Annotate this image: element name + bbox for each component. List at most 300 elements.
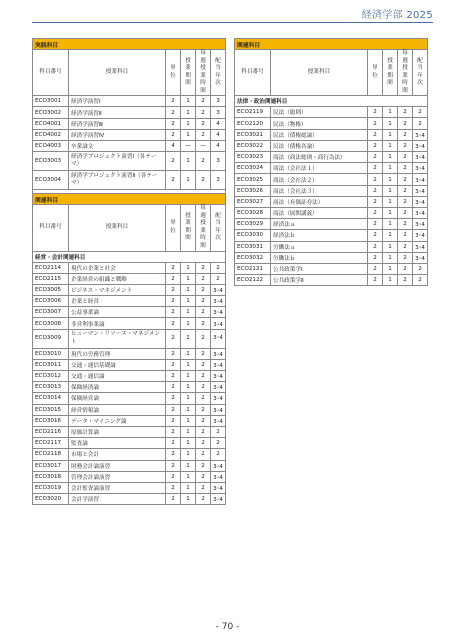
course-hours: 2 (398, 185, 413, 196)
course-code: ECO3019 (33, 482, 69, 493)
column-header-row (33, 205, 226, 251)
course-units: 2 (166, 296, 181, 307)
section-heading: 実践科目 (33, 39, 226, 50)
course-period: 1 (383, 263, 398, 274)
course-code: ECO3017 (33, 460, 69, 471)
course-code: ECO3021 (235, 129, 271, 140)
course-units: 2 (166, 96, 181, 107)
course-year: 3･4 (211, 318, 226, 329)
course-hours: 2 (196, 359, 211, 370)
course-hours: 2 (196, 118, 211, 129)
course-year: 2 (211, 273, 226, 284)
course-period: 1 (181, 107, 196, 118)
section-heading-row (235, 39, 428, 50)
course-name: 商法（会社法３） (271, 185, 368, 196)
course-name: 経営情報論 (69, 404, 166, 415)
header-weekly-hours: 毎週授業時間 (196, 205, 211, 251)
course-name: 商法（会社法１） (271, 163, 368, 174)
course-name: 商法（有価証券法） (271, 196, 368, 207)
header-year: 配当年次 (413, 50, 428, 96)
course-row (235, 174, 428, 185)
course-code: ECO2118 (33, 449, 69, 460)
course-units: 2 (368, 118, 383, 129)
course-period: 1 (383, 219, 398, 230)
course-units: 2 (166, 415, 181, 426)
course-units: 2 (368, 196, 383, 207)
course-year: 3･4 (211, 393, 226, 404)
group-heading: 法律・政治関連科目 (235, 96, 428, 107)
course-period: 1 (383, 107, 398, 118)
course-hours: 2 (398, 196, 413, 207)
header-course-code: 科目番号 (33, 205, 69, 251)
header-course-code: 科目番号 (33, 50, 69, 96)
course-code: ECO3007 (33, 307, 69, 318)
course-row (33, 415, 226, 426)
course-row (33, 482, 226, 493)
course-name: 経済法ｂ (271, 230, 368, 241)
course-row (33, 426, 226, 437)
course-name: 労働法ａ (271, 241, 368, 252)
course-year: 3･4 (211, 371, 226, 382)
course-period: 1 (383, 207, 398, 218)
course-name: 財務会計論演習 (69, 460, 166, 471)
course-code: ECO3022 (235, 140, 271, 151)
course-year: 3 (211, 152, 226, 171)
left-column (32, 38, 225, 505)
course-units: 2 (368, 174, 383, 185)
right-column (234, 38, 426, 286)
course-name: 経済学演習Ⅲ (69, 118, 166, 129)
course-year: 2 (413, 263, 428, 274)
course-name: 経済学プロジェクト演習Ⅰ（各テーマ） (69, 152, 166, 171)
course-units: 2 (166, 460, 181, 471)
course-code: ECO3009 (33, 329, 69, 348)
course-year: 3･4 (413, 163, 428, 174)
course-row (33, 404, 226, 415)
course-year: 3･4 (413, 174, 428, 185)
course-code: ECO3006 (33, 296, 69, 307)
course-row (33, 359, 226, 370)
course-units: 4 (166, 141, 181, 152)
course-hours: 2 (196, 329, 211, 348)
course-year: 4 (211, 118, 226, 129)
course-year: 3･4 (211, 284, 226, 295)
course-year: 3･4 (211, 494, 226, 505)
header-units: 単位 (166, 50, 181, 96)
course-name: 経済法ａ (271, 219, 368, 230)
course-hours: 2 (196, 482, 211, 493)
course-hours: 2 (196, 307, 211, 318)
course-year: 3･4 (211, 471, 226, 482)
course-name: データ・マイニング論 (69, 415, 166, 426)
course-period: 1 (181, 348, 196, 359)
course-units: 2 (368, 185, 383, 196)
course-row (33, 273, 226, 284)
course-code: ECO2116 (33, 426, 69, 437)
header-period: 授業期間 (383, 50, 398, 96)
course-period: 1 (181, 284, 196, 295)
course-units: 2 (166, 382, 181, 393)
course-row (33, 348, 226, 359)
course-name: 非営利事業論 (69, 318, 166, 329)
course-code: ECO3013 (33, 382, 69, 393)
course-hours: 2 (398, 230, 413, 241)
course-hours: 2 (196, 296, 211, 307)
course-period: 1 (181, 449, 196, 460)
course-name: ヒューマン・リソース・マネジメント (69, 329, 166, 348)
course-code: ECO3001 (33, 96, 69, 107)
course-name: 会計監査論演習 (69, 482, 166, 493)
course-row (235, 207, 428, 218)
course-period: 1 (181, 129, 196, 140)
course-code: ECO3011 (33, 359, 69, 370)
course-code: ECO3020 (33, 494, 69, 505)
course-period: 1 (383, 185, 398, 196)
course-units: 2 (166, 129, 181, 140)
course-units: 2 (368, 207, 383, 218)
course-row (235, 196, 428, 207)
course-period: 1 (181, 152, 196, 171)
course-year: 3･4 (413, 152, 428, 163)
course-name: 管理会計論演習 (69, 471, 166, 482)
course-units: 2 (368, 140, 383, 151)
course-code: ECO3024 (235, 163, 271, 174)
course-year: 3･4 (413, 196, 428, 207)
course-units: 2 (166, 284, 181, 295)
course-code: ECO2119 (235, 107, 271, 118)
course-hours: 2 (196, 107, 211, 118)
course-period: 1 (181, 415, 196, 426)
course-hours: 2 (196, 348, 211, 359)
course-period: ― (181, 141, 196, 152)
course-units: 2 (166, 107, 181, 118)
course-period: 1 (181, 96, 196, 107)
course-year: 4 (211, 141, 226, 152)
course-code: ECO3029 (235, 219, 271, 230)
page-number: - 70 - (215, 622, 240, 632)
course-units: 2 (166, 371, 181, 382)
course-code: ECO3028 (235, 207, 271, 218)
course-year: 3･4 (211, 359, 226, 370)
course-code: ECO2114 (33, 262, 69, 273)
page-header-title: 経済学部 2025 (361, 10, 433, 21)
course-row (33, 262, 226, 273)
course-name: 経済学演習Ⅱ (69, 107, 166, 118)
section-heading-row (33, 39, 226, 50)
course-period: 1 (181, 393, 196, 404)
course-units: 2 (368, 129, 383, 140)
course-period: 1 (181, 318, 196, 329)
course-name: 民法（総則） (271, 107, 368, 118)
course-name: 企業経営の組織と戦略 (69, 273, 166, 284)
course-code: ECO3005 (33, 284, 69, 295)
course-year: 3･4 (211, 460, 226, 471)
course-units: 2 (368, 230, 383, 241)
course-hours: 2 (196, 96, 211, 107)
course-row (33, 284, 226, 295)
course-name: 保険経営論 (69, 393, 166, 404)
course-code: ECO2122 (235, 275, 271, 286)
course-code: ECO3027 (235, 196, 271, 207)
course-row (33, 449, 226, 460)
course-code: ECO2120 (235, 118, 271, 129)
course-name: 交通・通信論 (69, 371, 166, 382)
course-code: ECO3010 (33, 348, 69, 359)
header-period: 授業期間 (181, 50, 196, 96)
course-name: 原価計算論 (69, 426, 166, 437)
course-code: ECO3026 (235, 185, 271, 196)
course-units: 2 (166, 152, 181, 171)
course-row (235, 252, 428, 263)
course-name: 公益事業論 (69, 307, 166, 318)
header-course-code: 科目番号 (235, 50, 271, 96)
course-year: 3 (211, 107, 226, 118)
course-year: 3･4 (413, 241, 428, 252)
course-units: 2 (368, 163, 383, 174)
header-course-name: 授業科目 (69, 50, 166, 96)
course-year: 2 (413, 107, 428, 118)
course-hours: 2 (398, 118, 413, 129)
course-name: 企業と経営 (69, 296, 166, 307)
course-hours: 2 (196, 171, 211, 190)
course-year: 3･4 (413, 230, 428, 241)
course-hours: 2 (398, 174, 413, 185)
section-heading: 関連科目 (33, 194, 226, 205)
course-period: 1 (181, 438, 196, 449)
header-units: 単位 (166, 205, 181, 251)
course-units: 2 (166, 438, 181, 449)
course-period: 1 (181, 262, 196, 273)
course-code: ECO3016 (33, 415, 69, 426)
course-row (235, 219, 428, 230)
course-period: 1 (181, 118, 196, 129)
course-hours: 2 (196, 494, 211, 505)
course-row (33, 107, 226, 118)
course-year: 3･4 (211, 404, 226, 415)
course-row (33, 318, 226, 329)
course-code: ECO4002 (33, 129, 69, 140)
course-period: 1 (181, 471, 196, 482)
course-year: 3･4 (413, 185, 428, 196)
course-code: ECO3012 (33, 371, 69, 382)
column-header-row (235, 50, 428, 96)
course-code: ECO2121 (235, 263, 271, 274)
course-period: 1 (181, 426, 196, 437)
course-units: 2 (166, 171, 181, 190)
course-units: 2 (166, 359, 181, 370)
course-year: 3 (211, 96, 226, 107)
course-row (33, 307, 226, 318)
course-period: 1 (181, 382, 196, 393)
course-row (235, 185, 428, 196)
course-row (235, 241, 428, 252)
course-period: 1 (383, 118, 398, 129)
course-year: 3･4 (211, 382, 226, 393)
course-code: ECO4003 (33, 141, 69, 152)
column-header-row (33, 50, 226, 96)
course-name: 商法（会社法２） (271, 174, 368, 185)
course-hours: 2 (196, 393, 211, 404)
course-hours: 2 (196, 426, 211, 437)
course-hours: 2 (196, 152, 211, 171)
course-row (33, 96, 226, 107)
course-year: 3･4 (211, 415, 226, 426)
course-name: 会計学演習 (69, 494, 166, 505)
course-hours: 2 (398, 241, 413, 252)
course-row (235, 140, 428, 151)
course-hours: 2 (196, 273, 211, 284)
course-period: 1 (383, 252, 398, 263)
course-period: 1 (181, 371, 196, 382)
course-period: 1 (181, 296, 196, 307)
course-year: 2 (211, 438, 226, 449)
course-period: 1 (181, 307, 196, 318)
course-units: 2 (166, 482, 181, 493)
course-row (33, 152, 226, 171)
course-units: 2 (166, 393, 181, 404)
course-row (33, 460, 226, 471)
course-row (33, 438, 226, 449)
course-name: 現代の企業と社会 (69, 262, 166, 273)
course-name: 民法（債権総論） (271, 129, 368, 140)
course-period: 1 (383, 230, 398, 241)
course-name: 現代の労務管理 (69, 348, 166, 359)
course-hours: 2 (196, 449, 211, 460)
course-year: 3･4 (211, 482, 226, 493)
course-code: ECO3003 (33, 152, 69, 171)
course-code: ECO2115 (33, 273, 69, 284)
course-year: 3･4 (211, 296, 226, 307)
course-row (33, 329, 226, 348)
course-period: 1 (383, 152, 398, 163)
course-year: 2 (413, 118, 428, 129)
course-hours: 2 (196, 438, 211, 449)
course-period: 1 (181, 460, 196, 471)
course-name: 卒業論文 (69, 141, 166, 152)
course-hours: 2 (196, 129, 211, 140)
course-hours: 2 (196, 318, 211, 329)
course-units: 2 (166, 348, 181, 359)
group-heading-row (235, 96, 428, 107)
course-row (33, 296, 226, 307)
course-code: ECO4001 (33, 118, 69, 129)
course-name: ビジネス・マネジメント (69, 284, 166, 295)
header-course-name: 授業科目 (271, 50, 368, 96)
course-hours: 2 (398, 252, 413, 263)
course-units: 2 (166, 449, 181, 460)
course-units: 2 (368, 252, 383, 263)
course-name: 労働法ｂ (271, 252, 368, 263)
course-year: 2 (211, 449, 226, 460)
header-rule (32, 22, 433, 23)
course-code: ECO3015 (33, 404, 69, 415)
header-weekly-hours: 毎週授業時間 (398, 50, 413, 96)
course-period: 1 (383, 174, 398, 185)
course-name: 公共政策学Ⅰ (271, 263, 368, 274)
course-period: 1 (383, 241, 398, 252)
course-name: 民法（物権） (271, 118, 368, 129)
course-year: 3 (211, 171, 226, 190)
course-row (33, 382, 226, 393)
course-row (33, 141, 226, 152)
course-hours: 2 (196, 460, 211, 471)
course-hours: 2 (398, 107, 413, 118)
course-row (235, 163, 428, 174)
header-year: 配当年次 (211, 205, 226, 251)
header-period: 授業期間 (181, 205, 196, 251)
course-row (33, 118, 226, 129)
group-heading-row (33, 251, 226, 262)
course-hours: 2 (196, 404, 211, 415)
course-units: 2 (166, 318, 181, 329)
course-year: 3･4 (413, 252, 428, 263)
course-period: 1 (383, 129, 398, 140)
course-year: 2 (211, 426, 226, 437)
course-units: 2 (166, 273, 181, 284)
course-year: 3･4 (211, 348, 226, 359)
course-code: ECO3032 (235, 252, 271, 263)
course-units: 2 (368, 241, 383, 252)
course-hours: 2 (196, 262, 211, 273)
course-row (235, 129, 428, 140)
course-row (235, 275, 428, 286)
course-units: 2 (368, 263, 383, 274)
course-code: ECO3008 (33, 318, 69, 329)
course-units: 2 (166, 426, 181, 437)
course-year: 3･4 (211, 307, 226, 318)
course-row (33, 393, 226, 404)
course-row (235, 107, 428, 118)
course-hours: 2 (398, 163, 413, 174)
course-hours: 2 (196, 415, 211, 426)
course-period: 1 (181, 359, 196, 370)
course-code: ECO3023 (235, 152, 271, 163)
course-code: ECO3025 (235, 174, 271, 185)
section-heading-row (33, 194, 226, 205)
course-period: 1 (383, 275, 398, 286)
course-name: 商法（商法総則・商行為法） (271, 152, 368, 163)
course-hours: 2 (398, 263, 413, 274)
course-period: 1 (181, 273, 196, 284)
course-hours: 2 (398, 275, 413, 286)
course-name: 商法（展開講義） (271, 207, 368, 218)
course-row (33, 371, 226, 382)
course-period: 1 (383, 163, 398, 174)
course-row (33, 494, 226, 505)
course-period: 1 (181, 494, 196, 505)
course-units: 2 (166, 471, 181, 482)
course-units: 2 (368, 275, 383, 286)
header-units: 単位 (368, 50, 383, 96)
course-hours: 2 (398, 140, 413, 151)
course-row (235, 230, 428, 241)
course-hours: 2 (196, 371, 211, 382)
course-year: 3･4 (211, 329, 226, 348)
course-hours: 2 (398, 129, 413, 140)
course-hours: ― (196, 141, 211, 152)
course-year: 3･4 (413, 129, 428, 140)
course-hours: 2 (398, 219, 413, 230)
course-name: 保険経済論 (69, 382, 166, 393)
course-units: 2 (368, 107, 383, 118)
course-hours: 2 (398, 207, 413, 218)
course-period: 1 (181, 329, 196, 348)
course-code: ECO3030 (235, 230, 271, 241)
header-weekly-hours: 毎週授業時間 (196, 50, 211, 96)
course-units: 2 (166, 404, 181, 415)
course-period: 1 (383, 196, 398, 207)
course-period: 1 (181, 171, 196, 190)
